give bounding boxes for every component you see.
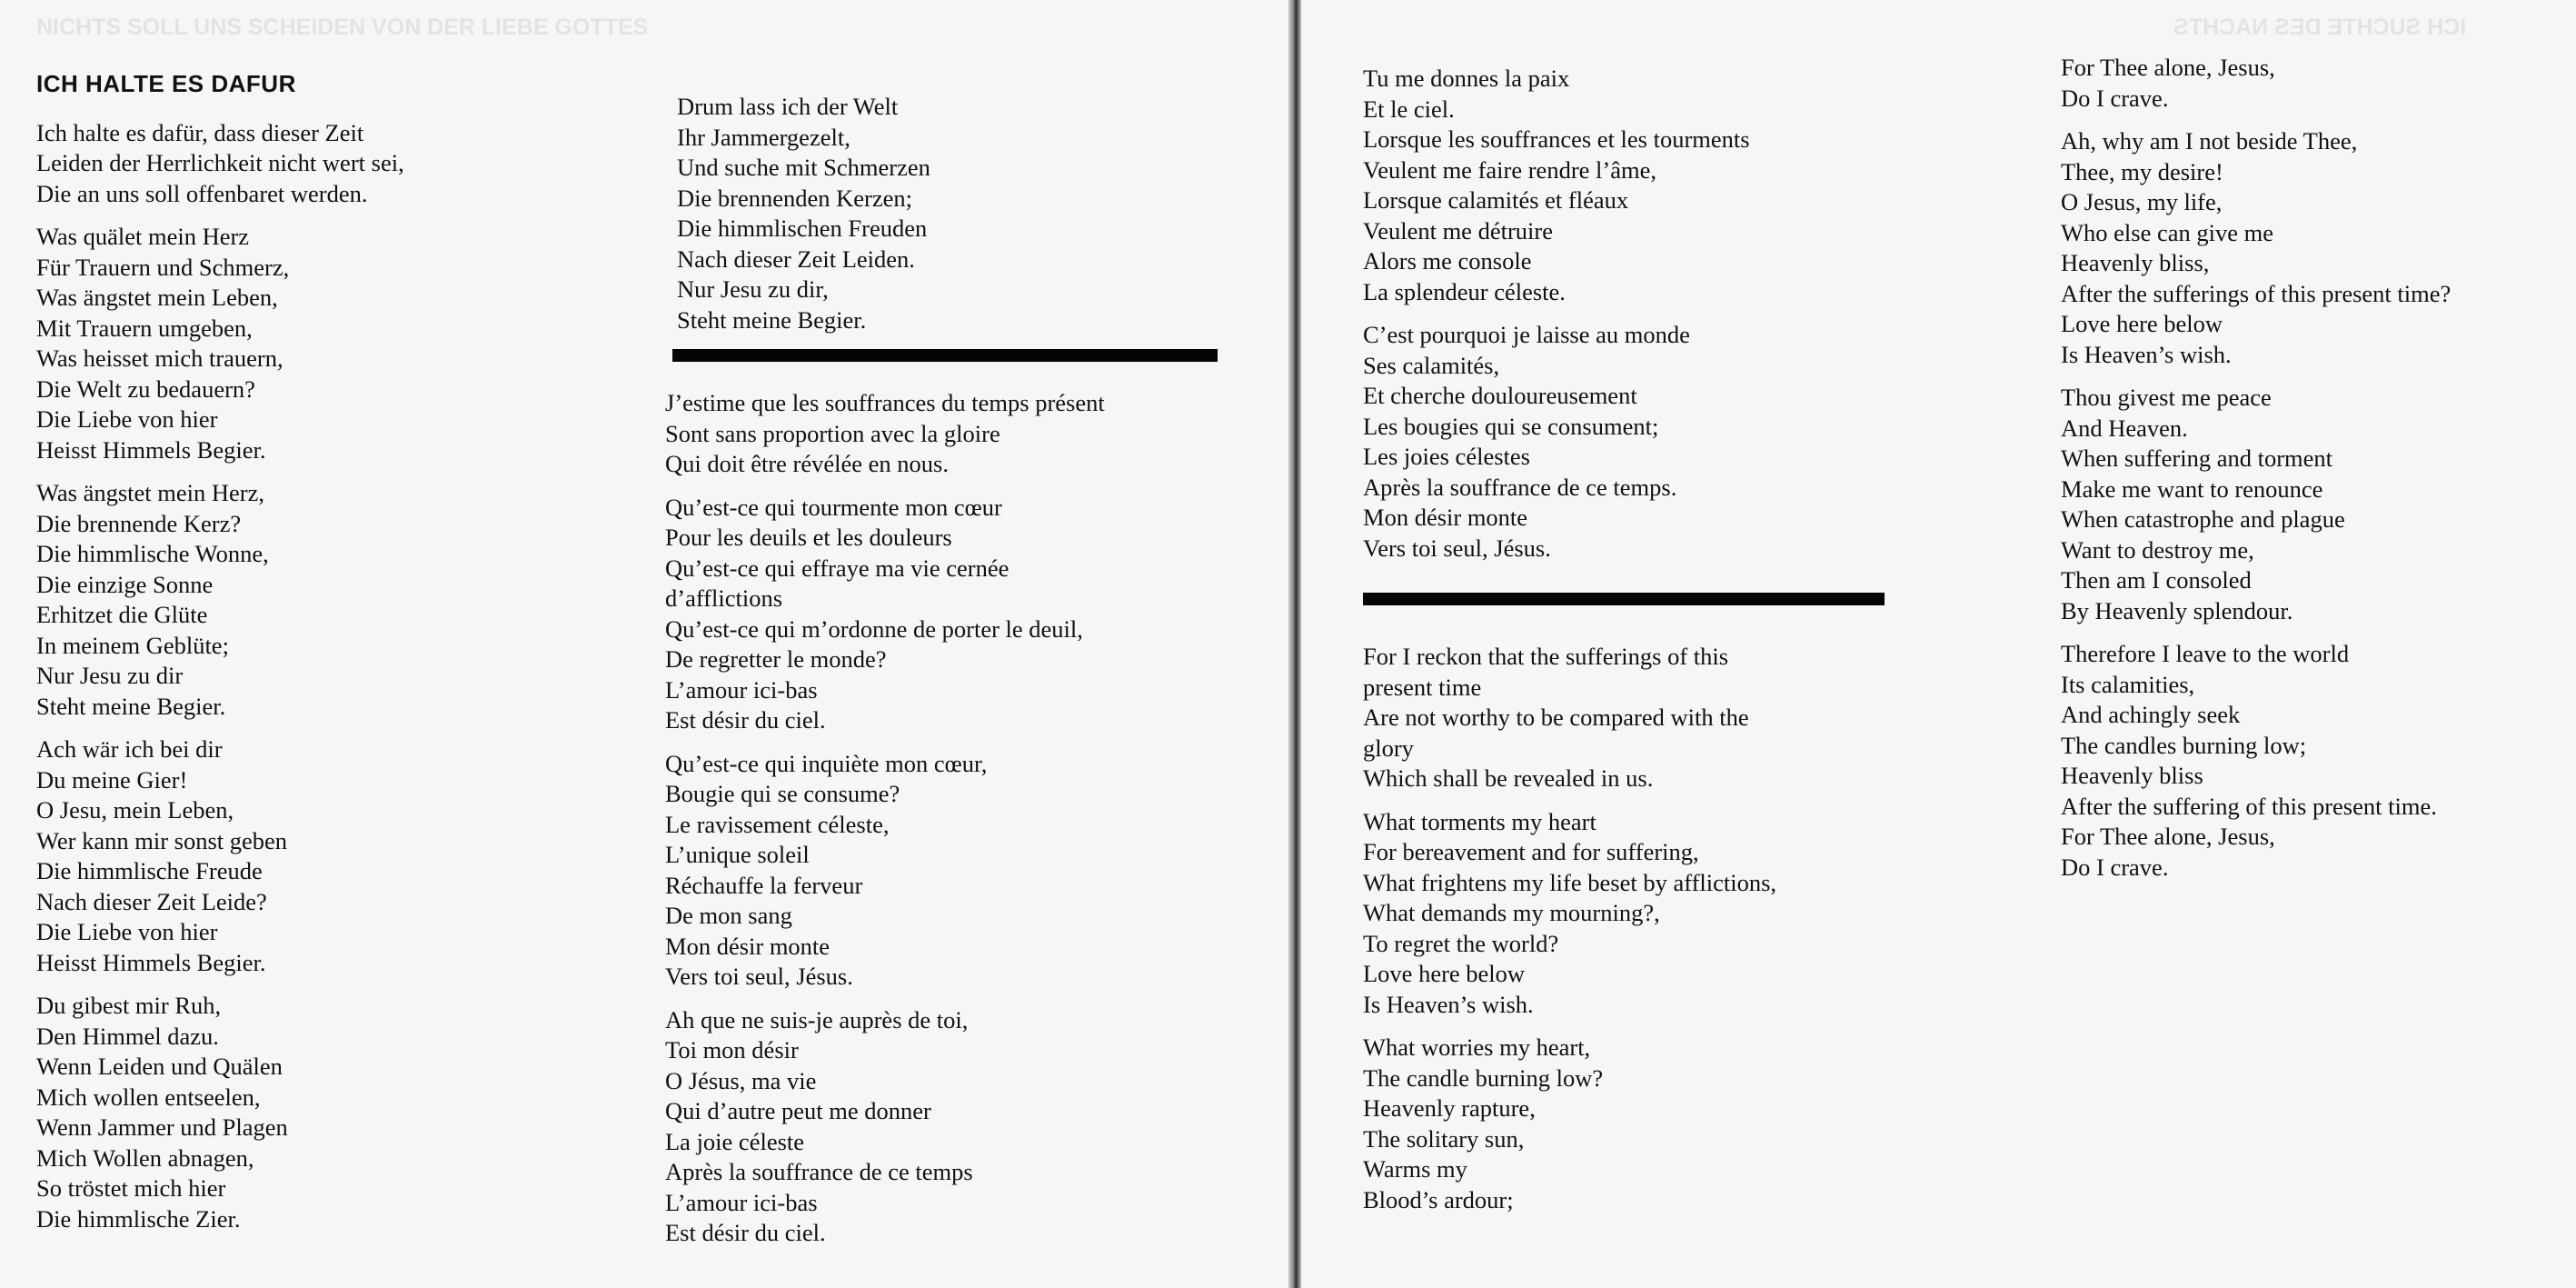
lyric-line: d’afflictions — [665, 584, 783, 612]
lyric-line: Mich wollen entseelen, — [36, 1083, 261, 1111]
lyric-line: Für Trauern und Schmerz, — [36, 253, 290, 281]
lyric-line: For Thee alone, Jesus, — [2061, 823, 2275, 850]
lyric-line: Lorsque les souffrances et les tourments — [1363, 125, 1750, 153]
lyric-line: Veulent me détruire — [1363, 216, 1553, 245]
lyric-line: Die einzige Sonne — [36, 570, 214, 598]
lyric-line: Qui d’autre peut me donner — [665, 1097, 931, 1124]
stanza — [36, 118, 404, 210]
lyric-line: Vers toi seul, Jésus. — [1363, 534, 1551, 562]
lyric-line: Du meine Gier! — [36, 765, 188, 794]
lyric-line: Drum lass ich der Welt — [677, 93, 899, 120]
stanza — [36, 222, 404, 465]
lyric-line: Blood’s ardour; — [1363, 1185, 1514, 1213]
german-lyrics-column — [36, 69, 404, 1247]
lyric-line: For I reckon that the sufferings of this — [1363, 643, 1729, 670]
lyric-line: Heavenly bliss, — [2061, 249, 2210, 276]
lyric-line: Toi mon désir — [665, 1036, 799, 1063]
lyric-line: De mon sang — [665, 902, 792, 929]
lyric-line: Qu’est-ce qui effraye ma vie cernée — [665, 554, 1010, 582]
stanza — [2061, 383, 2451, 626]
lyric-line: Les bougies qui se consument; — [1363, 412, 1659, 440]
lyric-line: O Jesu, mein Leben, — [36, 796, 234, 824]
lyric-line: Après la souffrance de ce temps. — [1363, 473, 1677, 501]
lyric-line: Make me want to renounce — [2061, 474, 2323, 503]
lyric-line: The candle burning low? — [1363, 1063, 1604, 1092]
lyric-line: Qu’est-ce qui m’ordonne de porter le deuil, — [665, 614, 1083, 643]
lyric-line: Steht meine Begier. — [36, 692, 226, 720]
lyric-line: Wenn Leiden und Quälen — [36, 1053, 283, 1080]
lyric-line: Qu’est-ce qui inquiète mon cœur, — [665, 749, 988, 777]
lyric-line: Erhitzet die Glüte — [36, 601, 208, 628]
lyric-line: Wer kann mir sonst geben — [36, 826, 288, 854]
show-through-heading: ICH SUCHTE DES NACHTS — [2173, 15, 2467, 40]
lyric-line: Mit Trauern umgeben, — [36, 314, 253, 342]
lyric-line: Qui doit être révélée en nous. — [665, 450, 949, 477]
lyric-line: Die Welt zu bedauern? — [36, 374, 255, 403]
lyric-line: Was quälet mein Herz — [36, 223, 250, 250]
stanza — [2061, 53, 2451, 114]
lyric-line: Après la souffrance de ce temps — [665, 1158, 973, 1185]
lyric-line: When catastrophe and plague — [2061, 505, 2345, 533]
lyric-line: Réchauffe la ferveur — [665, 871, 863, 899]
german-lyrics-continued — [677, 92, 930, 348]
lyric-line: L’amour ici-bas — [665, 1188, 818, 1216]
stanza — [2061, 126, 2451, 370]
stanza — [1363, 807, 1776, 1021]
lyric-line: In meinem Geblüte; — [36, 631, 229, 659]
lyric-line: For Thee alone, Jesus, — [2061, 54, 2275, 81]
lyric-line: Wenn Jammer und Plagen — [36, 1113, 288, 1141]
lyric-line: Pour les deuils et les douleurs — [665, 524, 952, 551]
lyric-line: Die himmlische Zier. — [36, 1204, 241, 1233]
lyric-line: glory — [1363, 734, 1414, 762]
lyric-line: Ses calamités, — [1363, 351, 1500, 379]
lyric-line: Et cherche douloureusement — [1363, 382, 1637, 409]
english-translation-column — [1363, 642, 1776, 1228]
lyric-line: Love here below — [2061, 310, 2223, 337]
lyric-line: Nur Jesu zu dir — [36, 662, 184, 689]
lyric-line: Est désir du ciel. — [665, 706, 826, 734]
lyric-line: Heisst Himmels Begier. — [36, 435, 266, 464]
lyric-line: Bougie qui se consume? — [665, 780, 900, 807]
stanza — [36, 734, 404, 978]
lyric-line: Which shall be revealed in us. — [1363, 764, 1654, 792]
lyric-line: Die brennenden Kerzen; — [677, 184, 912, 212]
lyric-line: Die Liebe von hier — [36, 405, 218, 433]
stanza — [36, 991, 404, 1234]
lyric-line: Und suche mit Schmerzen — [677, 154, 930, 181]
lyric-line: Ich halte es dafür, dass dieser Zeit — [36, 118, 364, 146]
lyric-line: Den Himmel dazu. — [36, 1022, 219, 1050]
lyric-line: Qu’est-ce qui tourmente mon cœur — [665, 493, 1002, 521]
lyric-line: Are not worthy to be compared with the — [1363, 704, 1749, 731]
lyric-line: Nach dieser Zeit Leiden. — [677, 245, 915, 273]
lyric-line: Heavenly bliss — [2061, 762, 2203, 789]
lyric-line: Leiden der Herrlichkeit nicht wert sei, — [36, 149, 404, 176]
lyric-line: What frightens my life beset by afflictions, — [1363, 868, 1777, 896]
lyric-line: Love here below — [1363, 960, 1526, 987]
lyric-line: What torments my heart — [1363, 807, 1596, 835]
lyric-line: Mon désir monte — [665, 932, 830, 960]
stanza — [1363, 1033, 1776, 1215]
lyric-line: De regretter le monde? — [665, 645, 887, 673]
lyric-line: Les joies célestes — [1363, 443, 1530, 470]
stanza — [2061, 639, 2451, 883]
lyric-line: Ah, why am I not beside Thee, — [2061, 127, 2358, 155]
lyric-line: And Heaven. — [2061, 414, 2188, 442]
lyric-line: Nach dieser Zeit Leide? — [36, 887, 267, 915]
lyric-line: Die Liebe von hier — [36, 918, 218, 945]
lyric-line: Die brennende Kerz? — [36, 509, 242, 537]
right-page — [1301, 0, 2576, 1288]
lyric-line: When suffering and torment — [2061, 444, 2333, 472]
section-divider — [672, 349, 1218, 362]
lyric-line: Sont sans proportion avec la gloire — [665, 419, 1000, 447]
lyric-line: Do I crave. — [2061, 84, 2169, 112]
lyric-line: Was ängstet mein Leben, — [36, 284, 278, 311]
lyric-line: Warms my — [1363, 1155, 1467, 1183]
stanza — [665, 1005, 1105, 1249]
lyric-line: Steht meine Begier. — [677, 305, 867, 334]
stanza — [665, 493, 1105, 736]
lyric-line: Heavenly rapture, — [1363, 1094, 1536, 1122]
stanza — [665, 749, 1105, 993]
section-divider — [1363, 593, 1885, 605]
lyric-line: C’est pourquoi je laisse au monde — [1363, 321, 1690, 348]
stanza — [36, 478, 404, 722]
lyric-line: Die himmlische Wonne, — [36, 540, 269, 567]
lyric-line: The candles burning low; — [2061, 731, 2307, 759]
show-through-heading: NICHTS SOLL UNS SCHEIDEN VON DER LIEBE GOTTES — [36, 15, 649, 40]
english-translation-continued — [2061, 53, 2451, 895]
lyric-line: Du gibest mir Ruh, — [36, 992, 222, 1019]
lyric-line: Heisst Himmels Begier. — [36, 948, 266, 976]
lyric-line: Mich Wollen abnagen, — [36, 1143, 254, 1172]
page-title: ICH HALTE ES DAFUR — [36, 70, 296, 97]
lyric-line: Ihr Jammergezelt, — [677, 123, 850, 151]
lyric-line: What worries my heart, — [1363, 1033, 1591, 1061]
lyric-line: Is Heaven’s wish. — [1363, 990, 1534, 1018]
lyric-line: Was ängstet mein Herz, — [36, 479, 264, 506]
lyric-line: To regret the world? — [1363, 929, 1559, 957]
lyric-line: O Jesus, my life, — [2061, 188, 2223, 215]
lyric-line: The solitary sun, — [1363, 1124, 1525, 1153]
lyric-line: J’estime que les souffrances du temps présent — [665, 389, 1105, 416]
lyric-line: Vers toi seul, Jésus. — [665, 963, 853, 990]
lyric-line: Thou givest me peace — [2061, 384, 2272, 411]
lyric-line: Ach wär ich bei dir — [36, 735, 223, 763]
lyric-line: Die himmlische Freude — [36, 857, 263, 884]
lyric-line: Ah que ne suis-je auprès de toi, — [665, 1005, 969, 1033]
lyric-line: Thee, my desire! — [2061, 157, 2223, 185]
lyric-line: Want to destroy me, — [2061, 535, 2254, 564]
lyric-line: For bereavement and for suffering, — [1363, 838, 1699, 865]
lyric-line: Lorsque calamités et fléaux — [1363, 186, 1629, 214]
lyric-line: L’unique soleil — [665, 841, 810, 868]
lyric-line: Tu me donnes la paix — [1363, 65, 1570, 92]
lyric-line: Then am I consoled — [2061, 566, 2252, 594]
lyric-line: Et le ciel. — [1363, 95, 1455, 123]
lyric-line: Veulent me faire rendre l’âme, — [1363, 155, 1656, 184]
lyric-line: Mon désir monte — [1363, 504, 1528, 531]
stanza — [1363, 642, 1776, 794]
stanza — [1363, 320, 1750, 564]
lyric-line: And achingly seek — [2061, 701, 2241, 728]
french-translation-column — [665, 388, 1105, 1262]
lyric-line: Nur Jesu zu dir, — [677, 275, 829, 303]
lyric-line: Do I crave. — [2061, 853, 2169, 881]
lyric-line: La splendeur céleste. — [1363, 277, 1566, 305]
lyric-line: L’amour ici-bas — [665, 675, 818, 704]
lyric-line: Die himmlischen Freuden — [677, 215, 928, 242]
stanza — [665, 388, 1105, 480]
lyric-line: La joie céleste — [665, 1127, 805, 1155]
french-translation-continued — [1363, 64, 1750, 576]
lyric-line: Le ravissement céleste, — [665, 810, 890, 838]
lyric-line: After the sufferings of this present time? — [2061, 279, 2452, 307]
lyric-line: Who else can give me — [2061, 218, 2273, 246]
lyric-line: So tröstet mich hier — [36, 1174, 226, 1202]
booklet-spine — [1288, 0, 1301, 1288]
lyric-line: present time — [1363, 673, 1482, 701]
lyric-line: Est désir du ciel. — [665, 1219, 826, 1246]
stanza — [677, 92, 930, 335]
lyric-line: Is Heaven’s wish. — [2061, 340, 2232, 368]
lyric-line: What demands my mourning?, — [1363, 899, 1660, 926]
lyric-line: After the suffering of this present time. — [2061, 792, 2437, 820]
lyric-line: By Heavenly splendour. — [2061, 596, 2293, 624]
stanza — [1363, 64, 1750, 307]
lyric-line: Therefore I leave to the world — [2061, 640, 2350, 667]
lyric-line: Die an uns soll offenbaret werden. — [36, 179, 368, 207]
lyric-line: O Jésus, ma vie — [665, 1066, 817, 1094]
lyric-line: Was heisset mich trauern, — [36, 344, 283, 372]
lyric-line: Alors me console — [1363, 247, 1532, 275]
lyric-line: Its calamities, — [2061, 670, 2195, 698]
